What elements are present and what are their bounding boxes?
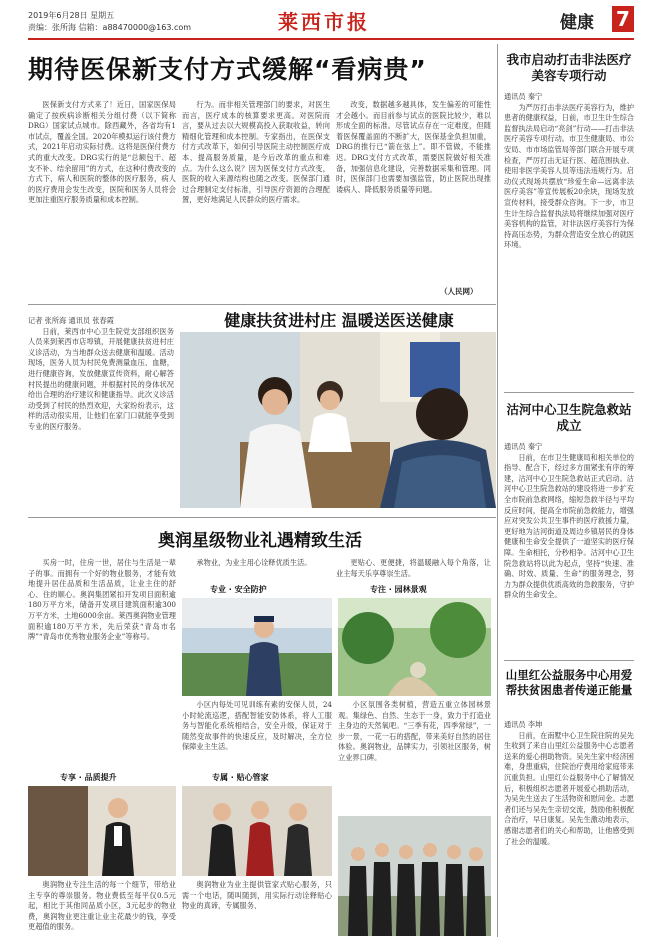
prop-label-quality: 专享 · 品质提升	[60, 773, 117, 782]
masthead: 莱西市报	[278, 10, 370, 34]
lead-col-3	[336, 100, 491, 284]
lead-col-1	[28, 100, 176, 300]
a1-body: 为严厉打击非法医疗美容行为，维护患者的健康权益，日前，市卫生计生综合监督执法局启动“亮剑”行动——打击非法医疗美容专项行动。市卫生健康局、市公安局、市市场监管局等部门联合开展专项检查，严厉打击无证行医、超范围执业、使用非医学美容人员等违法违规行为。启动仪式现场共摆放“珍爱生命—远离非法医疗美容”等宣传展板20余块，现场发放宣传材料，接受群众咨询。下一步，市卫生计生综合监督执法局将继续加强对医疗美容机构的监管，对非法医疗美容行为保持高压态势，为群众营造安全放心的就医环境。	[504, 102, 634, 250]
prop-col-3-text: 更贴心、更便捷，将温暖融入每个角落，让业主每天乐享尊崇生活。	[336, 558, 491, 578]
prop-garden-body: 小区氛围各类树植，营造五重立体园林景观。集绿色、自然、生态于一身，致力于打造业主身边的天然氧吧。“三季有花，四季常绿”，一步一景，一花一石的搭配，带来美好自然的居住体验。奥润物业，品牌实力，引领社区服务，树立业界口碑。	[338, 700, 491, 762]
a1-headline: 我市启动打击非法医疗美容专项行动	[506, 52, 632, 83]
rule-right-1	[504, 392, 634, 393]
security-guard-image	[182, 598, 332, 696]
security-photo	[182, 598, 332, 696]
garden-landscape-image	[338, 598, 491, 696]
mid-photo	[180, 332, 496, 508]
prop-col-2	[182, 558, 332, 570]
prop-label-quality-text	[28, 880, 176, 936]
prop-label-butler-text	[182, 880, 332, 936]
lead-col-1-text: 医保新支付方式来了！近日，国家医保局确定了按疾病诊断相关分组付费（以下简称DRG）国家试点城市。除西藏外，各省均有1市试点，覆盖全国。2020年模拟运行该付费方式，2021年启动实际付费。这将是医保付费方式的重大改变。DRG实行的是“总额包干、超支不补、结余留用”的方式，在这种付费改变的方式下，病人和医院的整体的医疗服务，病人的医疗费用会发生改变，医院和医务人员将会更加注重医疗服务质量和成本控制。	[28, 100, 176, 205]
mid-headline: 健康扶贫进村庄 温暖送医送健康	[224, 311, 454, 330]
lead-col-3-text: 改变，数据越多越具体，发生偏差的可能性才会越小。而目前参与试点的医院比较少，难以形成全面的标准。尽管试点存在一定难度，但随着医保覆盖面的不断扩大，医保基金负担加重，DRG的推行已“箭在弦上”。即不管做，不能推迟。DRG支付方式改革，需要医院做好相关准备，加强信息化建设，完善数据采集和管理。同时，医保部门也需要加强监管，防止医院出现推诿病人、降低服务质量等问题。	[336, 100, 491, 194]
a3-headline: 山里红公益服务中心用爱帮扶贫困患者传递正能量	[505, 668, 633, 697]
prop-security-body: 小区内每处可见训练有素的安保人员，24小时轮流巡逻，搭配智能安防体系，将人工服务与智能化系统相结合，安全升级，保证对于随然变故事件的快速反应，及时解决，全方位保障业主生活。	[182, 700, 332, 752]
a2-byline: 通讯员 秦宁	[504, 442, 543, 451]
clinic-scene-image	[180, 332, 496, 508]
prop-col-3	[336, 558, 491, 582]
prop-butler-body: 奥润物业为业主提供管家式贴心服务，只需一个电话，随叫随到，用实际行动诠释贴心物业的真谛，专属服务、	[182, 880, 332, 911]
mid-text	[28, 316, 174, 514]
prop-col-1	[28, 558, 176, 768]
page-number: 7	[612, 6, 634, 32]
a3-text	[504, 720, 634, 936]
issue-meta	[28, 10, 191, 34]
prop-quality-body: 奥润物业专注生活的每一个细节，带给业主专享的尊崇服务。物业费低至每平仅0.5元起，相比于其他同品质小区，3元起步的物业费，奥润物业更注重让业主花最少的钱，享受更超值的服务。	[28, 880, 176, 932]
a3-body: 日前，在南墅中心卫生院住院的吴先生收到了来自山里红公益服务中心志愿者送来的爱心捐助物资。吴先生家中经济困难，身患重病，住院治疗费用给家庭带来沉重负担。山里红公益服务中心了解情况后，积极组织志愿者开展爱心捐助活动，为吴先生送去了生活物资和慰问金。志愿者们还与吴先生亲切交流，鼓励他积极配合治疗，早日康复。吴先生激动地表示，感谢志愿者们的关心和帮助，让他感受到了社会的温暖。	[504, 730, 634, 846]
lead-headline: 期待医保新支付方式缓解“看病贵”	[28, 55, 427, 84]
section-name: 健康	[560, 13, 594, 33]
prop-col-2-text: 承物业，为业主用心诠释优质生活。	[196, 558, 312, 567]
garden-photo	[338, 598, 491, 696]
prop-label-butler: 专属 · 贴心管家	[212, 773, 269, 782]
lead-col-2	[182, 100, 330, 300]
staff-welcome-image	[28, 786, 176, 876]
a3-byline: 通讯员 李坤	[504, 720, 543, 729]
header-rule	[28, 38, 634, 40]
a2-body: 日前，在市卫生健康局和相关单位的指导、配合下，经过多方面紧张有序的筹建，沽河中心卫生院急救站正式启动。沽河中心卫生院急救站的建设将进一步扩充全市院前急救网络，缩短急救半径与平均反应时间，提高全市院前急救能力，增强应对突发公共卫生事件的医疗救援力量，更好地为沽河街道及周边乡镇居民的身体健康和生命安全提供了一道坚实的医疗保障。生命相托，分秒相争。沽河中心卫生院急救站将以此为起点，坚持“快速、准确、时效、质量、生命”的服务理念，努力为群众提供优质高效的急救服务，守护群众的生命安全。	[504, 452, 634, 600]
prop-label-garden-text	[338, 700, 491, 810]
a2-text	[504, 442, 634, 654]
lead-col-2-text: 行为。而非相关管理部门的要求，对医生而言，医疗成本的核算要求更高。对医院而言，要从过去以大规模高投入获取收益，转向精细化管理和成本控制。专家指出，在医保支付方式改革下，如何引导医院主动控制医疗成本、提高服务质量，是今后改革的重点和难点。为什么这么说？因为医保支付方式改变，医院的收入来源结构也随之改变。医保部门通过合理制定支付标准，引导医疗资源的合理配置，更好地满足人民群众的医疗需求。	[182, 100, 330, 205]
staff-lineup-photo	[338, 816, 491, 936]
prop-col-1-text: 买房一时，住房一世，居住与生活是一辈子的事。而拥有一个好的物业服务，才能有效地提升居住品质和生活品质，让业主住的舒心、住的顺心。奥润集团紧扣开发项目面积逾180万平方米，储备开发项目建筑面积逾300万平方米，土地6000余亩。莱西奥润物业管理面积逾180万平方米，先后荣获“青岛市名牌”“青岛市优秀物业服务企业”等称号。	[28, 558, 176, 642]
page-header	[0, 0, 652, 40]
prop-label-security: 专业 · 安全防护	[210, 585, 267, 594]
quality-photo	[28, 786, 176, 876]
prop-headline: 奥润星级物业礼遇精致生活	[158, 531, 362, 551]
a1-byline: 通讯员 秦宁	[504, 92, 543, 101]
butler-photo	[182, 786, 332, 876]
column-divider	[497, 44, 498, 937]
issue-editor: 责编：张所海 信箱：a88470000@163.com	[28, 23, 192, 32]
butler-staff-image	[182, 786, 332, 876]
prop-label-security-text	[182, 700, 332, 766]
rule-right-2	[504, 660, 634, 661]
staff-lineup-image	[338, 816, 491, 936]
issue-date: 2019年6月28日 星期五	[28, 11, 115, 20]
a2-headline: 沽河中心卫生院急救站成立	[506, 402, 632, 433]
lead-source: （人民网）	[440, 287, 478, 296]
a1-text	[504, 92, 634, 384]
rule-lead	[28, 304, 496, 305]
mid-byline: 记者 张所海 通讯员 张春霞	[28, 316, 114, 325]
mid-body: 日前，莱西市中心卫生院党支部组织医务人员来到莱西市店埠镇，开展健康扶贫进村庄义诊活动，为当地群众送去健康和温暖。活动现场，医务人员为村民免费测量血压、血糖，进行健康咨询，发放健康宣传资料，耐心解答村民提出的健康问题，并根据村民的身体状况给出合理的治疗建议和健康指导。此次义诊活动受到了村民的热烈欢迎，大家纷纷表示，这样的活动很实用，让他们在家门口就能享受到专业的医疗服务。	[28, 326, 174, 431]
rule-mid	[28, 517, 496, 518]
prop-label-garden: 专注 · 园林景观	[370, 585, 427, 594]
